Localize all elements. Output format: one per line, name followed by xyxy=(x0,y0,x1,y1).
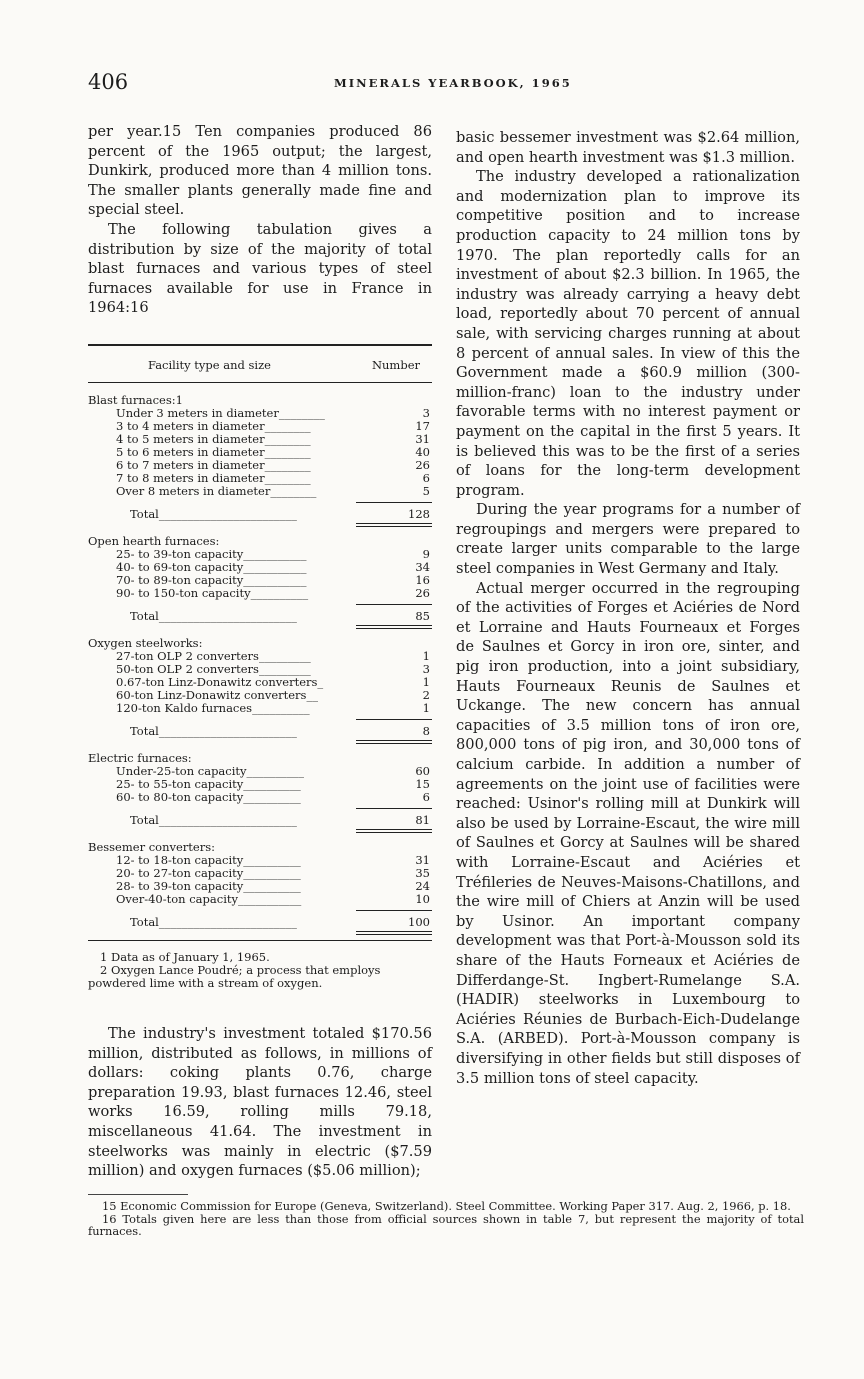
paragraph: per year.15 Ten companies produced 86 percent of the 1965 output; the largest, Dunkirk, produced more than 4 million tons. The smaller plants generally made fine and special steel. xyxy=(88,123,432,219)
row-value: 15 xyxy=(415,777,430,791)
row-value: 9 xyxy=(422,547,430,561)
row-label: 0.67-ton Linz-Donawitz converters_ xyxy=(116,675,324,689)
row-label: 12- to 18-ton capacity__________ xyxy=(116,853,301,867)
row-value: 60 xyxy=(415,764,430,778)
row-value: 24 xyxy=(415,879,430,893)
row-label: 5 to 6 meters in diameter________ xyxy=(116,445,311,459)
row-label: Over-40-ton capacity___________ xyxy=(116,892,302,906)
table-row xyxy=(88,893,432,906)
table-header-rule xyxy=(88,382,432,383)
row-label: 60- to 80-ton capacity__________ xyxy=(116,790,301,804)
total-value: 8 xyxy=(422,724,430,738)
left-column-top xyxy=(88,122,432,318)
total-label: Total________________________ xyxy=(130,724,297,738)
row-label: 90- to 150-ton capacity__________ xyxy=(116,586,309,600)
total-rule xyxy=(356,910,432,911)
row-value: 5 xyxy=(422,484,430,498)
row-value: 1 xyxy=(422,675,430,689)
total-value: 128 xyxy=(408,507,430,521)
paragraph: The following tabulation gives a distribution by size of the majority of total blast furnaces and various types of steel furnaces available for use in France in 1964:16 xyxy=(88,220,432,317)
row-value: 3 xyxy=(422,406,430,420)
row-value: 6 xyxy=(422,471,430,485)
table-note: 2 Oxygen Lance Poudré; a process that employs powdered lime with a stream of oxygen. xyxy=(88,963,381,990)
total-double-rule xyxy=(356,829,432,833)
row-value: 3 xyxy=(422,662,430,676)
table-total-row xyxy=(88,715,432,741)
row-label: 25- to 55-ton capacity__________ xyxy=(116,777,301,791)
page-number: 406 xyxy=(88,70,129,94)
row-value: 10 xyxy=(415,892,430,906)
footnote: 16 Totals given here are less than those from official sources shown in table 7, but represent the majority of total furnaces. xyxy=(88,1211,804,1238)
footnote-rule xyxy=(88,1194,188,1195)
table-section-title: Blast furnaces:1 xyxy=(88,393,183,407)
paragraph: The industry's investment totaled $170.56 million, distributed as follows, in millions of dollars: coking plants 0.76, charge preparation 19.93, blast furnaces 12.46, steel works 16.59, rolling mills 79.18, miscellaneous 41.64. The investment in steelworks was mainly in electric ($7.59 million) and oxygen furnaces ($5.06 million); xyxy=(88,1025,432,1180)
total-label: Total________________________ xyxy=(130,609,297,623)
total-rule xyxy=(356,604,432,605)
table-total-row xyxy=(88,906,432,932)
total-rule xyxy=(356,808,432,809)
table-body xyxy=(88,394,432,932)
column-header-facility: Facility type and size xyxy=(148,358,271,372)
total-value: 100 xyxy=(408,915,430,929)
paragraph: During the year programs for a number of regroupings and mergers were prepared to create larger units comparable to the large steel companies in West Germany and Italy. xyxy=(456,501,800,578)
table-row xyxy=(88,702,432,715)
row-value: 26 xyxy=(415,586,430,600)
row-label: 3 to 4 meters in diameter________ xyxy=(116,419,311,433)
row-label: 40- to 69-ton capacity___________ xyxy=(116,560,307,574)
table-section-title: Oxygen steelworks: xyxy=(88,636,203,650)
table-note: 1 Data as of January 1, 1965. xyxy=(100,950,270,964)
row-label: 25- to 39-ton capacity___________ xyxy=(116,547,307,561)
row-value: 34 xyxy=(415,560,430,574)
row-value: 6 xyxy=(422,790,430,804)
total-value: 81 xyxy=(415,813,430,827)
total-label: Total________________________ xyxy=(130,507,297,521)
row-value: 31 xyxy=(415,432,430,446)
table-notes xyxy=(88,951,432,990)
column-header-number: Number xyxy=(371,358,420,372)
right-column xyxy=(456,128,800,1088)
row-value: 17 xyxy=(415,419,430,433)
row-label: 7 to 8 meters in diameter________ xyxy=(116,471,311,485)
row-label: 6 to 7 meters in diameter________ xyxy=(116,458,311,472)
table-row xyxy=(88,587,432,600)
table-row xyxy=(88,791,432,804)
row-label: Under-25-ton capacity__________ xyxy=(116,764,305,778)
table-total-row xyxy=(88,804,432,830)
total-rule xyxy=(356,502,432,503)
row-label: 27-ton OLP 2 converters_________ xyxy=(116,649,311,663)
row-label: 120-ton Kaldo furnaces__________ xyxy=(116,701,310,715)
footnotes xyxy=(88,1200,804,1238)
page-header xyxy=(88,70,804,100)
row-value: 35 xyxy=(415,866,430,880)
row-value: 40 xyxy=(415,445,430,459)
row-label: Over 8 meters in diameter________ xyxy=(116,484,317,498)
row-label: 50-ton OLP 2 converters_________ xyxy=(116,662,311,676)
total-label: Total________________________ xyxy=(130,813,297,827)
footnote: 15 Economic Commission for Europe (Geneva, Switzerland). Steel Committee. Working Paper 317. Aug. 2, 1966, p. 18. xyxy=(102,1199,791,1213)
paragraph: basic bessemer investment was $2.64 million, and open hearth investment was $1.3 million. xyxy=(456,129,800,166)
total-double-rule xyxy=(356,740,432,744)
table-section-title: Electric furnaces: xyxy=(88,751,192,765)
row-label: 60-ton Linz-Donawitz converters__ xyxy=(116,688,318,702)
row-value: 31 xyxy=(415,853,430,867)
total-rule xyxy=(356,719,432,720)
row-label: 28- to 39-ton capacity__________ xyxy=(116,879,301,893)
row-label: 20- to 27-ton capacity__________ xyxy=(116,866,301,880)
row-label: 4 to 5 meters in diameter________ xyxy=(116,432,311,446)
table-section-title: Bessemer converters: xyxy=(88,840,215,854)
table-total-row xyxy=(88,600,432,626)
left-column-bottom xyxy=(88,1024,432,1181)
row-value: 1 xyxy=(422,649,430,663)
total-double-rule xyxy=(356,625,432,629)
running-head: MINERALS YEARBOOK, 1965 xyxy=(334,76,572,90)
row-value: 2 xyxy=(422,688,430,702)
table-bottom-rule xyxy=(88,940,432,941)
row-value: 16 xyxy=(415,573,430,587)
table-section-title: Open hearth furnaces: xyxy=(88,534,220,548)
paragraph: The industry developed a rationalization and modernization plan to improve its competitive position and to increase production capacity to 24 million tons by 1970. The plan reportedly calls for an investment of about $2.3 billion. In 1965, the industry was already carrying a heavy debt load, reportedly about 70 percent of annual sale, with servicing charges running at about 8 percent of annual sales. In view of this the Government made a $60.9 million (300-million-franc) loan to the industry under favorable terms with no interest payment or payment on the capital in the first 5 years. It is believed this was to be the first of a series of loans for the long-term development program. xyxy=(456,168,800,499)
total-label: Total________________________ xyxy=(130,915,297,929)
row-label: Under 3 meters in diameter________ xyxy=(116,406,325,420)
row-value: 1 xyxy=(422,701,430,715)
table-total-row xyxy=(88,498,432,524)
paragraph: Actual merger occurred in the regrouping of the activities of Forges et Aciéries de Nord et Lorraine and Hauts Fourneaux et Forges de Saulnes et Gorcy in iron ore, sinter, and pig iron production, into a joint subsidiary, Hauts Fourneaux Reunis de Saulnes et Uckange. The new concern has annual capacities of 3.5 million tons of iron ore, 800,000 tons of pig iron, and 30,000 tons of calcium carbide. In addition a number of agreements on the joint use of facilities were reached: Usinor's rolling mill at Dunkirk will also be used by Lorraine-Escaut, the wire mill of Saulnes et Gorcy at Saulnes will be shared with Lorraine-Escaut and Aciéries et Tréfileries de Neuves-Maisons-Chatillons, and the wire mill of Chiers at Anzin will be used by Usinor. An important company development was that Port-à-Mousson sold its share of the Hauts Forneaux et Aciéries de Differdange-St. Ingbert-Rumelange S.A. (HADIR) steelworks in Luxembourg to Aciéries Réunies de Burbach-Eich-Dudelange S.A. (ARBED). Port-à-Mousson company is diversifying in other fields but still disposes of 3.5 million tons of steel capacity. xyxy=(456,579,800,1087)
facility-table xyxy=(88,344,432,990)
total-value: 85 xyxy=(415,609,430,623)
total-double-rule xyxy=(356,523,432,527)
table-row xyxy=(88,485,432,498)
row-value: 26 xyxy=(415,458,430,472)
table-header xyxy=(88,346,432,382)
total-double-rule xyxy=(356,931,432,935)
row-label: 70- to 89-ton capacity___________ xyxy=(116,573,307,587)
